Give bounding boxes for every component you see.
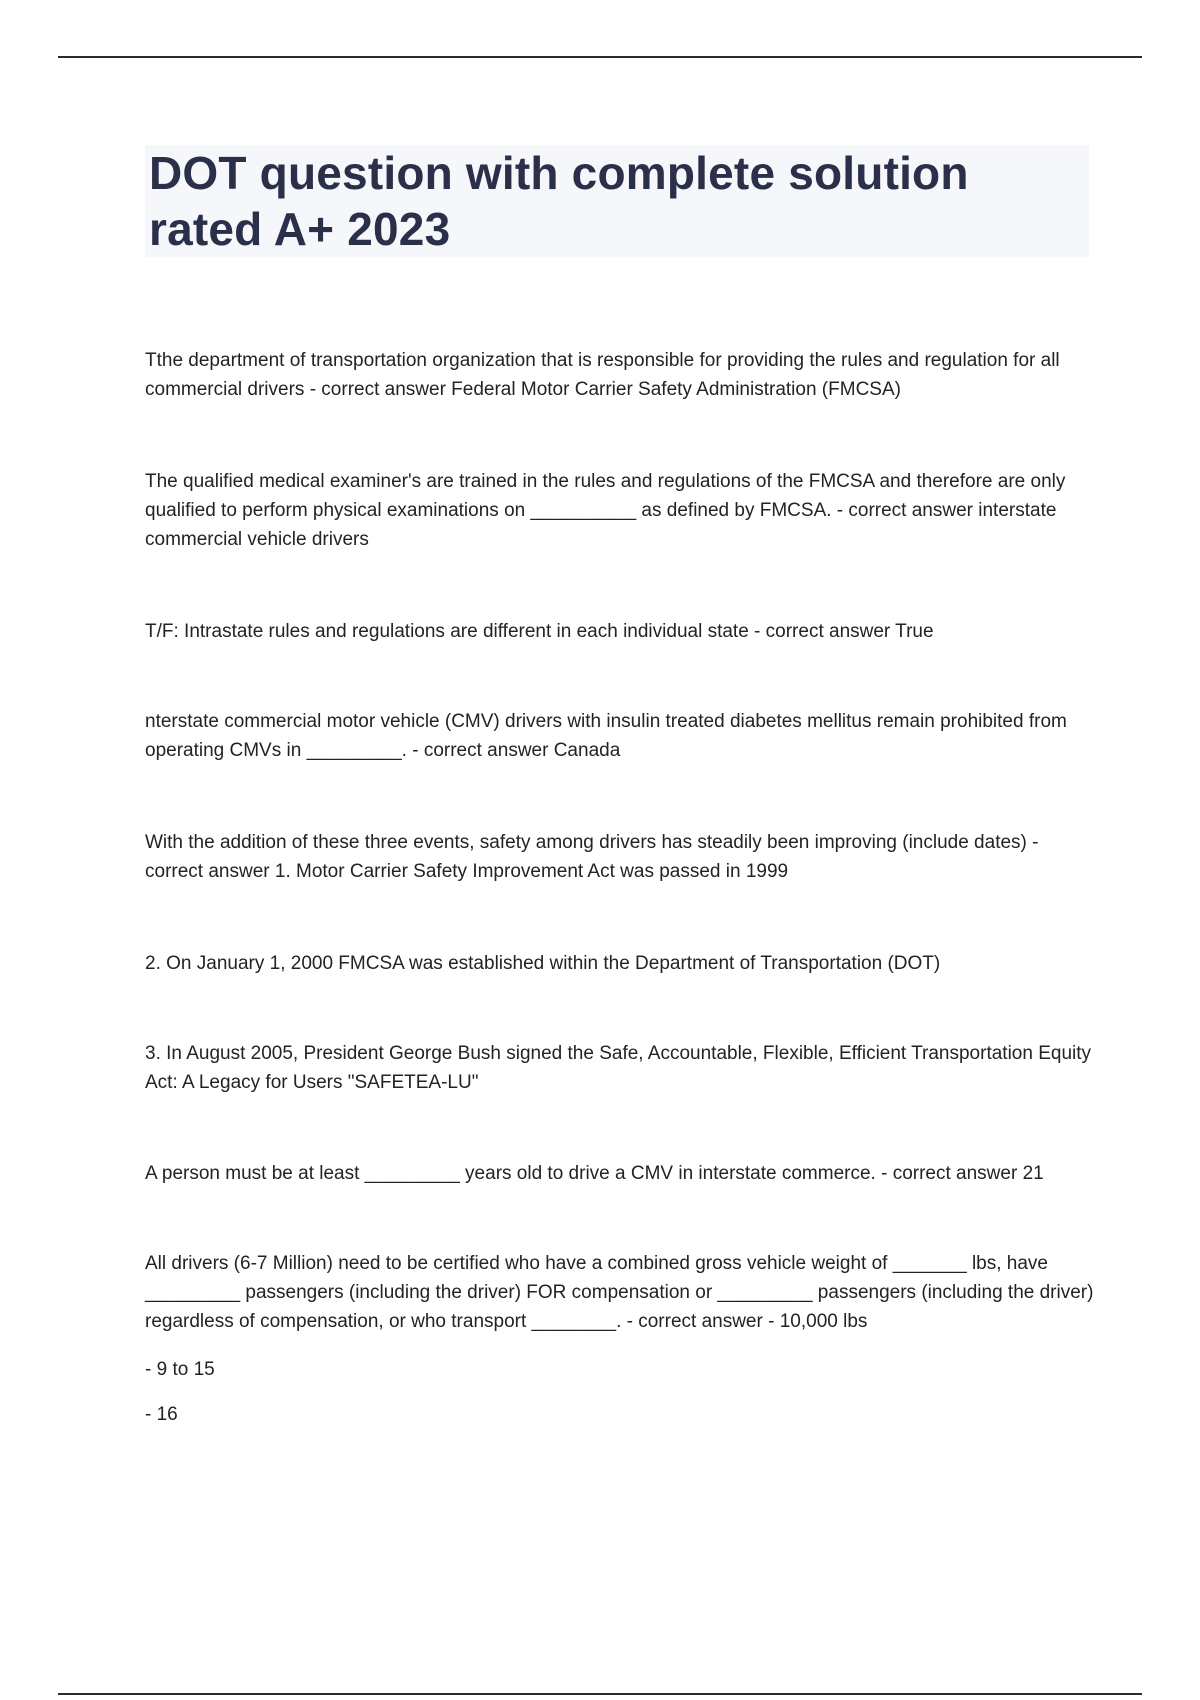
document-title [149,145,1085,257]
qa-paragraph-9: All drivers (6-7 Million) need to be certified who have a combined gross vehicle weight of _______ lbs, have _________ passengers (including the driver) FOR compensation or _________ passengers (including the driver) regardless of compensation, or who transport ________. - correct answer - 10,000 lbs [145,1253,1094,1332]
qa-paragraph-1: Tthe department of transportation organization that is responsible for providing the rules and regulation for all commercial drivers - correct answer Federal Motor Carrier Safety Administration (FMCSA) [145,350,1060,400]
qa-paragraph-7: 3. In August 2005, President George Bush signed the Safe, Accountable, Flexible, Efficient Transportation Equity Act: A Legacy for Users "SAFETEA-LU" [145,1043,1092,1093]
page-top-rule [58,56,1142,58]
qa-paragraph-6: 2. On January 1, 2000 FMCSA was established within the Department of Transportation (DOT) [145,953,941,974]
qa-paragraph-2: The qualified medical examiner's are trained in the rules and regulations of the FMCSA and therefore are only qualified to perform physical examinations on __________ as defined by FMCSA. - correct answer interstate commercial vehicle drivers [145,471,1066,550]
title-line-2: rated A+ 2023 [149,203,451,255]
title-block [145,145,1089,257]
qa-paragraph-5: With the addition of these three events, safety among drivers has steadily been improving (include dates) - correct answer 1. Motor Carrier Safety Improvement Act was passed in 1999 [145,832,1039,882]
qa-paragraph-11: - 16 [145,1404,178,1425]
page-bottom-rule [58,1693,1142,1695]
qa-paragraph-10: - 9 to 15 [145,1359,215,1380]
qa-paragraph-4: nterstate commercial motor vehicle (CMV) drivers with insulin treated diabetes mellitus remain prohibited from operating CMVs in _________. - correct answer Canada [145,711,1067,761]
qa-paragraph-8: A person must be at least _________ years old to drive a CMV in interstate commerce. - correct answer 21 [145,1163,1044,1184]
qa-paragraph-3: T/F: Intrastate rules and regulations are different in each individual state - correct answer True [145,621,934,642]
title-line-1: DOT question with complete solution [149,147,969,199]
